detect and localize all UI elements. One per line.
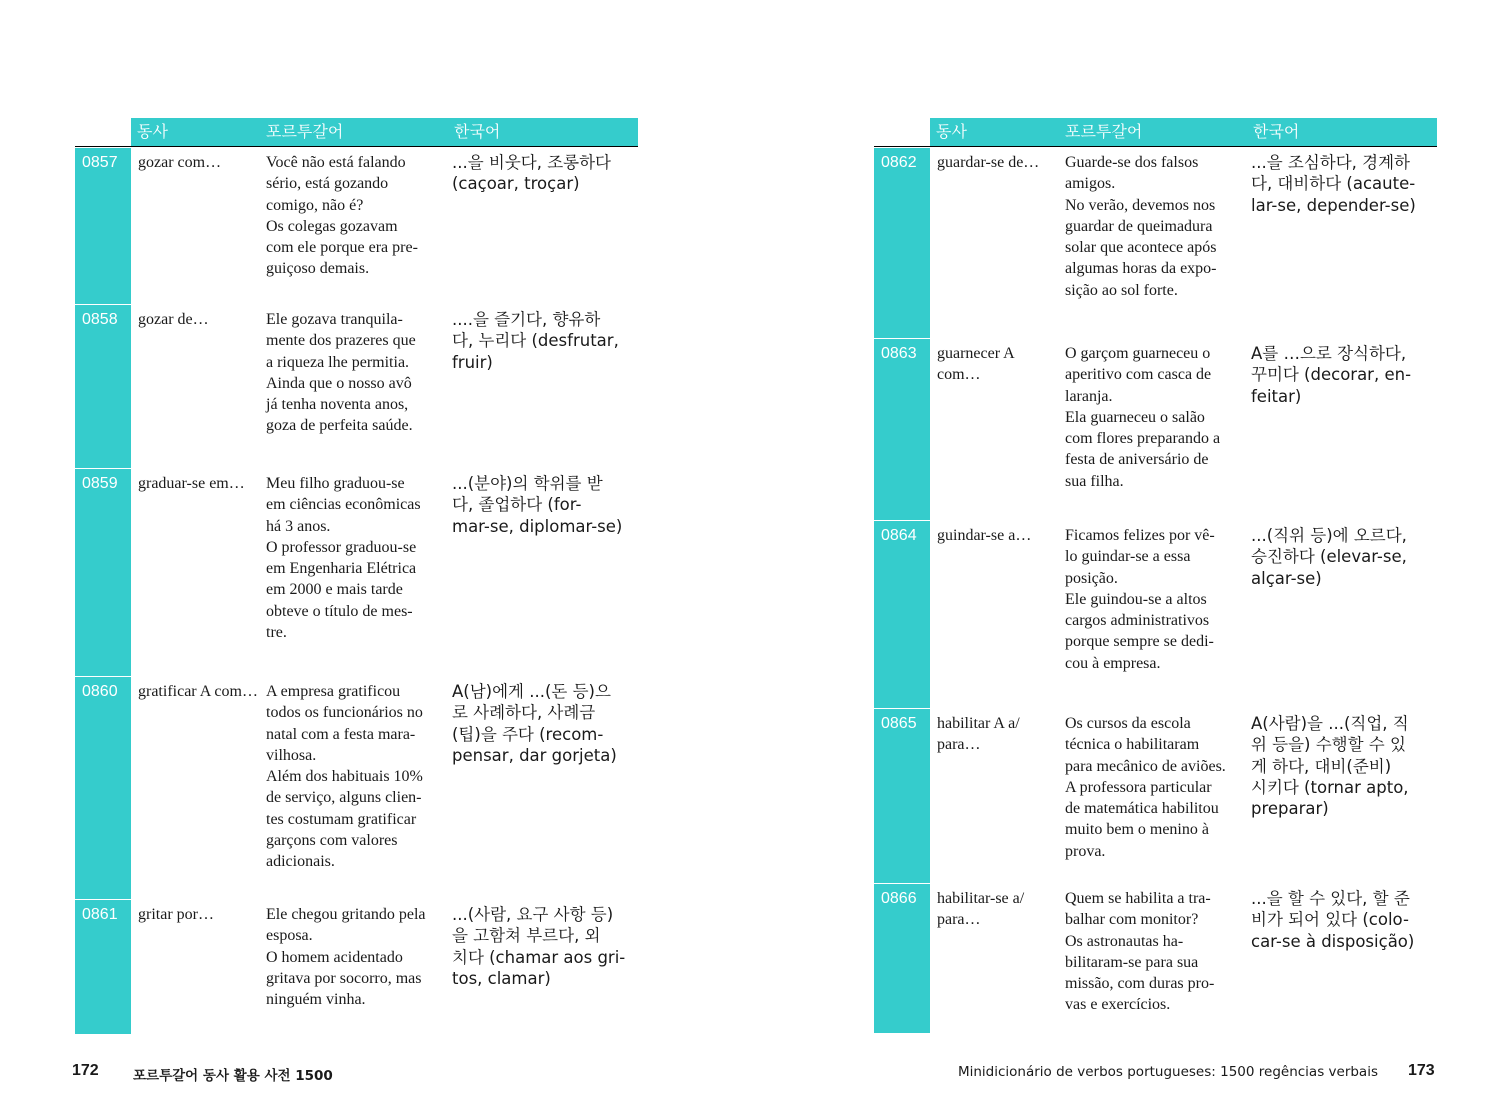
meaning-line: mar-se, diplomar-se) (452, 516, 623, 536)
example-line: adicionais. (266, 853, 335, 871)
entry-number: 0865 (874, 708, 930, 883)
example-line: O homem acidentado (266, 948, 403, 966)
korean-meaning (448, 468, 638, 676)
verb-table-left (75, 118, 638, 1034)
meaning-line: 을 고함쳐 부르다, 외 (452, 926, 601, 946)
meaning-line: A(남)에게 ...(돈 등)으 (452, 682, 611, 701)
meaning-line: lar-se, depender-se) (1251, 195, 1416, 215)
entry-number: 0861 (75, 899, 131, 1034)
header-portuguese: 포르투갈어 (1065, 122, 1143, 141)
meaning-line: 승진하다 (elevar-se, (1251, 547, 1407, 567)
meaning-line: preparar) (1251, 799, 1329, 819)
example-line: goza de perfeita saúde. (266, 417, 413, 435)
example-line: com flores preparando a (1065, 430, 1221, 448)
example-line: tes costumam gratificar (266, 810, 417, 828)
entry-number: 0862 (874, 147, 930, 338)
meaning-line: 다, 대비하다 (acaute- (1251, 174, 1416, 194)
example-line: sua filha. (1065, 472, 1124, 490)
portuguese-example (260, 304, 448, 468)
table-row (75, 676, 638, 899)
meaning-line: 로 사례하다, 사례금 (452, 703, 596, 723)
meaning-line: 다, 누리다 (desfrutar, (452, 331, 619, 351)
verb-cell: gozar com… (138, 154, 222, 171)
table-header (75, 118, 638, 147)
korean-meaning (448, 304, 638, 468)
korean-meaning (448, 899, 638, 1034)
book-title: Minidicionário de verbos portugueses: 1500 regências verbais (957, 1064, 1378, 1080)
example-line: A professora particular (1065, 778, 1212, 796)
meaning-line: 치다 (chamar aos gri- (452, 947, 626, 967)
example-line: cou à empresa. (1065, 654, 1161, 672)
example-line: porque sempre se dedi- (1065, 633, 1214, 651)
header-bar (930, 118, 1437, 146)
right-page (756, 0, 1512, 1111)
page-number: 172 (72, 1062, 99, 1079)
example-line: em Engenharia Elétrica (266, 560, 417, 578)
entry-number: 0864 (874, 520, 930, 708)
example-line: comigo, não é? (266, 196, 364, 214)
portuguese-example (260, 676, 448, 899)
table-row (874, 338, 1437, 520)
header-bar (131, 118, 638, 146)
example-line: Você não está falando (266, 154, 406, 171)
meaning-line: car-se à disposição) (1251, 931, 1415, 951)
verb-cell: graduar-se em… (138, 475, 245, 492)
meaning-line: pensar, dar gorjeta) (452, 745, 617, 765)
korean-meaning (1247, 147, 1437, 338)
example-line: sério, está gozando (266, 175, 389, 193)
korean-meaning (1247, 883, 1437, 1033)
verb-cell: habilitar A a/ para… (937, 715, 1020, 754)
example-line: há 3 anos. (266, 517, 331, 535)
header-korean: 한국어 (1253, 122, 1300, 141)
header-verb: 동사 (137, 122, 168, 141)
example-line: Ficamos felizes por vê- (1065, 527, 1215, 544)
example-line: cargos administrativos (1065, 612, 1210, 630)
entry-number: 0863 (874, 338, 930, 520)
header-verb: 동사 (936, 122, 967, 141)
korean-meaning (1247, 708, 1437, 883)
example-line: em ciências econômicas (266, 496, 421, 514)
korean-meaning (1247, 520, 1437, 708)
example-line: Ele guindou-se a altos (1065, 590, 1207, 608)
portuguese-example (1059, 147, 1247, 338)
header-spacer (75, 118, 131, 146)
example-line: a riqueza lhe permitia. (266, 353, 410, 371)
example-line: vas e exercícios. (1065, 996, 1171, 1014)
example-line: Meu filho graduou-se (266, 475, 405, 492)
example-line: em 2000 e mais tarde (266, 581, 403, 599)
example-line: Os colegas gozavam (266, 217, 398, 235)
meaning-line: tos, clamar) (452, 968, 551, 988)
example-line: O professor graduou-se (266, 538, 417, 556)
example-line: vilhosa. (266, 746, 317, 764)
table-row (75, 304, 638, 468)
example-line: balhar com monitor? (1065, 911, 1199, 929)
verb-cell: gratificar A com… (138, 683, 258, 700)
example-line: com ele porque era pre- (266, 239, 418, 257)
portuguese-example (1059, 520, 1247, 708)
entry-number: 0860 (75, 676, 131, 899)
example-line: Os astronautas ha- (1065, 932, 1184, 950)
meaning-line: ...(사람, 요구 사항 등) (452, 905, 614, 924)
table-header (874, 118, 1437, 147)
example-line: guardar de queimadura (1065, 217, 1213, 235)
example-line: guiçoso demais. (266, 260, 370, 278)
example-line: Os cursos da escola (1065, 715, 1191, 732)
meaning-line: 게 하다, 대비(준비) (1251, 756, 1392, 776)
table-row (75, 468, 638, 676)
portuguese-example (260, 899, 448, 1034)
example-line: técnica o habilitaram (1065, 736, 1200, 754)
example-line: Ele chegou gritando pela (266, 906, 426, 923)
meaning-line: A를 …으로 장식하다, (1251, 344, 1407, 363)
table-row (75, 147, 638, 304)
example-line: natal com a festa mara- (266, 725, 416, 743)
meaning-line: ....을 즐기다, 향유하 (452, 310, 601, 329)
example-line: Quem se habilita a tra- (1065, 890, 1211, 907)
meaning-line: ...을 조심하다, 경계하 (1251, 153, 1410, 172)
meaning-line: ...을 비웃다, 조롱하다 (452, 153, 611, 172)
example-line: O garçom guarneceu o (1065, 345, 1211, 362)
example-line: aperitivo com casca de (1065, 366, 1212, 384)
korean-meaning (448, 147, 638, 304)
example-line: Ela guarneceu o salão (1065, 408, 1205, 426)
example-line: prova. (1065, 842, 1106, 860)
portuguese-example (260, 147, 448, 304)
example-line: amigos. (1065, 175, 1116, 193)
verb-cell: guardar-se de… (937, 154, 1040, 171)
verb-cell: guindar-se a… (937, 527, 1032, 544)
meaning-line: 위 등을) 수행할 수 있 (1251, 735, 1406, 755)
example-line: muito bem o menino à (1065, 821, 1209, 839)
entry-list (75, 147, 638, 1034)
meaning-line: alçar-se) (1251, 568, 1322, 588)
example-line: de matemática habilitou (1065, 800, 1219, 818)
header-portuguese: 포르투갈어 (266, 122, 344, 141)
portuguese-example (1059, 883, 1247, 1033)
example-line: sição ao sol forte. (1065, 281, 1178, 299)
example-line: missão, com duras pro- (1065, 975, 1215, 993)
verb-cell: habilitar-se a/ para… (937, 890, 1025, 929)
meaning-line: A(사람)을 ...(직업, 직 (1251, 714, 1409, 733)
table-row (874, 708, 1437, 883)
korean-meaning (448, 676, 638, 899)
portuguese-example (1059, 708, 1247, 883)
meaning-line: 꾸미다 (decorar, en- (1251, 365, 1412, 385)
verb-cell: guarnecer A com… (937, 345, 1014, 384)
korean-meaning (1247, 338, 1437, 520)
example-line: Guarde-se dos falsos (1065, 154, 1199, 171)
table-row (75, 899, 638, 1034)
example-line: Ainda que o nosso avô (266, 374, 412, 392)
example-line: já tenha noventa anos, (266, 396, 409, 414)
example-line: laranja. (1065, 387, 1113, 405)
meaning-line: 시키다 (tornar apto, (1251, 777, 1409, 797)
example-line: Ele gozava tranquila- (266, 311, 403, 328)
example-line: bilitaram-se para sua (1065, 953, 1199, 971)
meaning-line: 비가 되어 있다 (colo- (1251, 910, 1409, 930)
verb-table-right (874, 118, 1437, 1033)
example-line: esposa. (266, 927, 313, 945)
entry-number: 0858 (75, 304, 131, 468)
verb-cell: gritar por… (138, 906, 214, 923)
book-title: 포르투갈어 동사 활용 사전 1500 (133, 1068, 333, 1084)
example-line: ninguém vinha. (266, 991, 366, 1009)
entry-number: 0866 (874, 883, 930, 1033)
entry-list (874, 147, 1437, 1033)
example-line: mente dos prazeres que (266, 332, 416, 350)
page-number: 173 (1408, 1062, 1435, 1079)
entry-number: 0859 (75, 468, 131, 676)
meaning-line: ...을 할 수 있다, 할 준 (1251, 889, 1410, 908)
example-line: algumas horas da expo- (1065, 260, 1217, 278)
meaning-line: feitar) (1251, 386, 1302, 406)
verb-cell: gozar de… (138, 311, 209, 328)
meaning-line: (caçoar, troçar) (452, 174, 580, 194)
example-line: Além dos habituais 10% (266, 768, 423, 786)
example-line: festa de aniversário de (1065, 451, 1209, 469)
portuguese-example (1059, 338, 1247, 520)
example-line: solar que acontece após (1065, 239, 1217, 257)
meaning-line: fruir) (452, 352, 493, 372)
example-line: gritava por socorro, mas (266, 969, 422, 987)
example-line: tre. (266, 624, 287, 642)
portuguese-example (260, 468, 448, 676)
table-row (874, 883, 1437, 1033)
example-line: de serviço, alguns clien- (266, 789, 422, 807)
example-line: No verão, devemos nos (1065, 196, 1216, 214)
meaning-line: 다, 졸업하다 (for- (452, 495, 582, 515)
meaning-line: ...(분야)의 학위를 받 (452, 474, 603, 493)
example-line: obteve o título de mes- (266, 602, 413, 620)
meaning-line: ...(직위 등)에 오르다, (1251, 526, 1407, 545)
example-line: A empresa gratificou (266, 683, 401, 700)
header-spacer (874, 118, 930, 146)
example-line: posição. (1065, 569, 1118, 587)
table-row (874, 147, 1437, 338)
meaning-line: (팁)을 주다 (recom- (452, 724, 604, 744)
example-line: garçons com valores (266, 832, 398, 850)
example-line: para mecânico de aviões. (1065, 757, 1226, 775)
example-line: lo guindar-se a essa (1065, 548, 1191, 566)
entry-number: 0857 (75, 147, 131, 304)
example-line: todos os funcionários no (266, 704, 423, 722)
header-korean: 한국어 (454, 122, 501, 141)
table-row (874, 520, 1437, 708)
